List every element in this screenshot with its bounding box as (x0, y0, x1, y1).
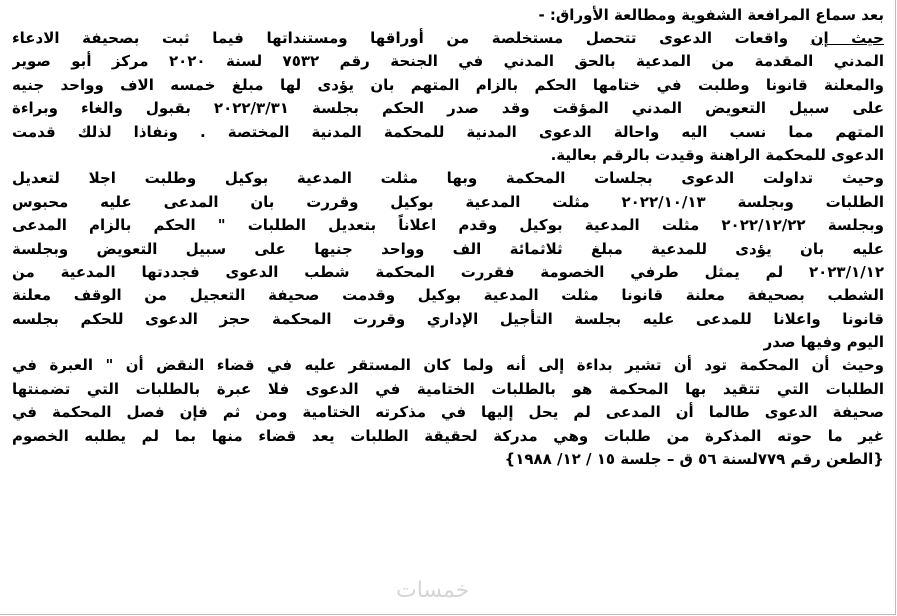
text-line: ٢٠٢٣/١/١٢ لم يمثل طرفي الخصومة فقررت المحكمة شطب الدعوى فجددتها المدعية من (12, 262, 884, 281)
citation-line: {الطعن رقم ٧٧٩لسنة ٥٦ ق – جلسة ١٥ / ١٢/ ١٩٨٨} (504, 450, 884, 469)
paragraph-proceedings (12, 167, 884, 354)
text-fragment: واقعات الدعوى تتحصل مستخلصة من أوراقها ومستنداتها فيما ثبت بصحيفة الادعاء (12, 29, 811, 47)
text-line: الدعوى للمحكمة الراهنة وقيدت بالرقم بعالية. (550, 145, 884, 164)
text-line: المتهم مما نسب اليه واحالة الدعوى المدنية للمحكمة المدنية المختصة . ونفاذا لذلك قدمت (12, 122, 884, 141)
text-line: الطلبات التي تتقيد بها المحكمة هو بالطلبات الختامية في الدعوى فلا عبرة بالطلبات التي تضمنتها (12, 379, 884, 398)
text-line: صحيفة الدعوى طالما أن المدعى لم يحل إليها في مذكرته الختامية ومن ثم فإن فصل المحكمة في (12, 403, 884, 422)
text-line: اليوم وفيها صدر (763, 333, 884, 352)
document-heading: بعد سماع المرافعة الشفوية ومطالعة الأوراق: - (538, 6, 884, 24)
paragraph-reasoning (12, 354, 884, 471)
text-line: على سبيل التعويض المدني المؤقت وقد صدر الحكم بجلسة ٢٠٢٢/٣/٣١ بقبول والغاء وبراءة (12, 99, 884, 118)
text-line: وحيث أن المحكمة تود أن تشير بداءة إلى أنه ولما كان المستقر عليه في قضاء النقض أن " العبرة في (12, 356, 884, 375)
text-line (12, 27, 884, 50)
text-line: المدني المقدمة من المدعية بالحق المدني في الجنحة رقم ٧٥٣٢ لسنة ٢٠٢٠ مركز أبو صوير (12, 52, 884, 71)
text-line: وحيث تداولت الدعوى بجلسات المحكمة وبها مثلت المدعية بوكيل وطلبت اجلا لتعديل (12, 169, 884, 188)
court-document (12, 4, 884, 471)
text-line: الطلبات وبجلسة ٢٠٢٢/١٠/١٣ مثلت المدعية بوكيل وقررت بان المدعى عليه محبوس (12, 192, 884, 211)
text-line: الشطب بصحيفة معلنة قانونا مثلت المدعية بوكيل وقدمت صحيفة التعجيل من الوقف معلنة (12, 286, 884, 305)
text-line: والمعلنة قانونا وطلبت في ختامها الحكم بالزام المتهم بان يؤدى لها مبلغ خمسه الاف وواحد جنيه (12, 75, 884, 94)
text-line: وبجلسة ٢٠٢٢/١٢/٢٢ مثلت المدعية بوكيل وقدم اعلاناً بتعديل الطلبات " الحكم بالزام المدعى (12, 216, 884, 235)
underlined-phrase: حيث إن (810, 29, 884, 47)
watermark-logo: خمسات (396, 578, 470, 603)
text-line: قانونا واعلانا للمدعى عليه بجلسة التأجيل الإداري وقررت المحكمة حجز الدعوى للحكم بجلسه (12, 309, 884, 328)
text-line: عليه بان يؤدى للمدعية مبلغ ثلاثمائة الف وواحد جنيها على سبيل التعويض وبجلسة (12, 239, 884, 258)
paragraph-facts (12, 27, 884, 167)
text-line: غير ما حوته المذكرة من طلبات وهي مدركة لحقيقة الطلبات يعد قضاء منها بما لم يطلبه الخصوم (12, 426, 884, 445)
